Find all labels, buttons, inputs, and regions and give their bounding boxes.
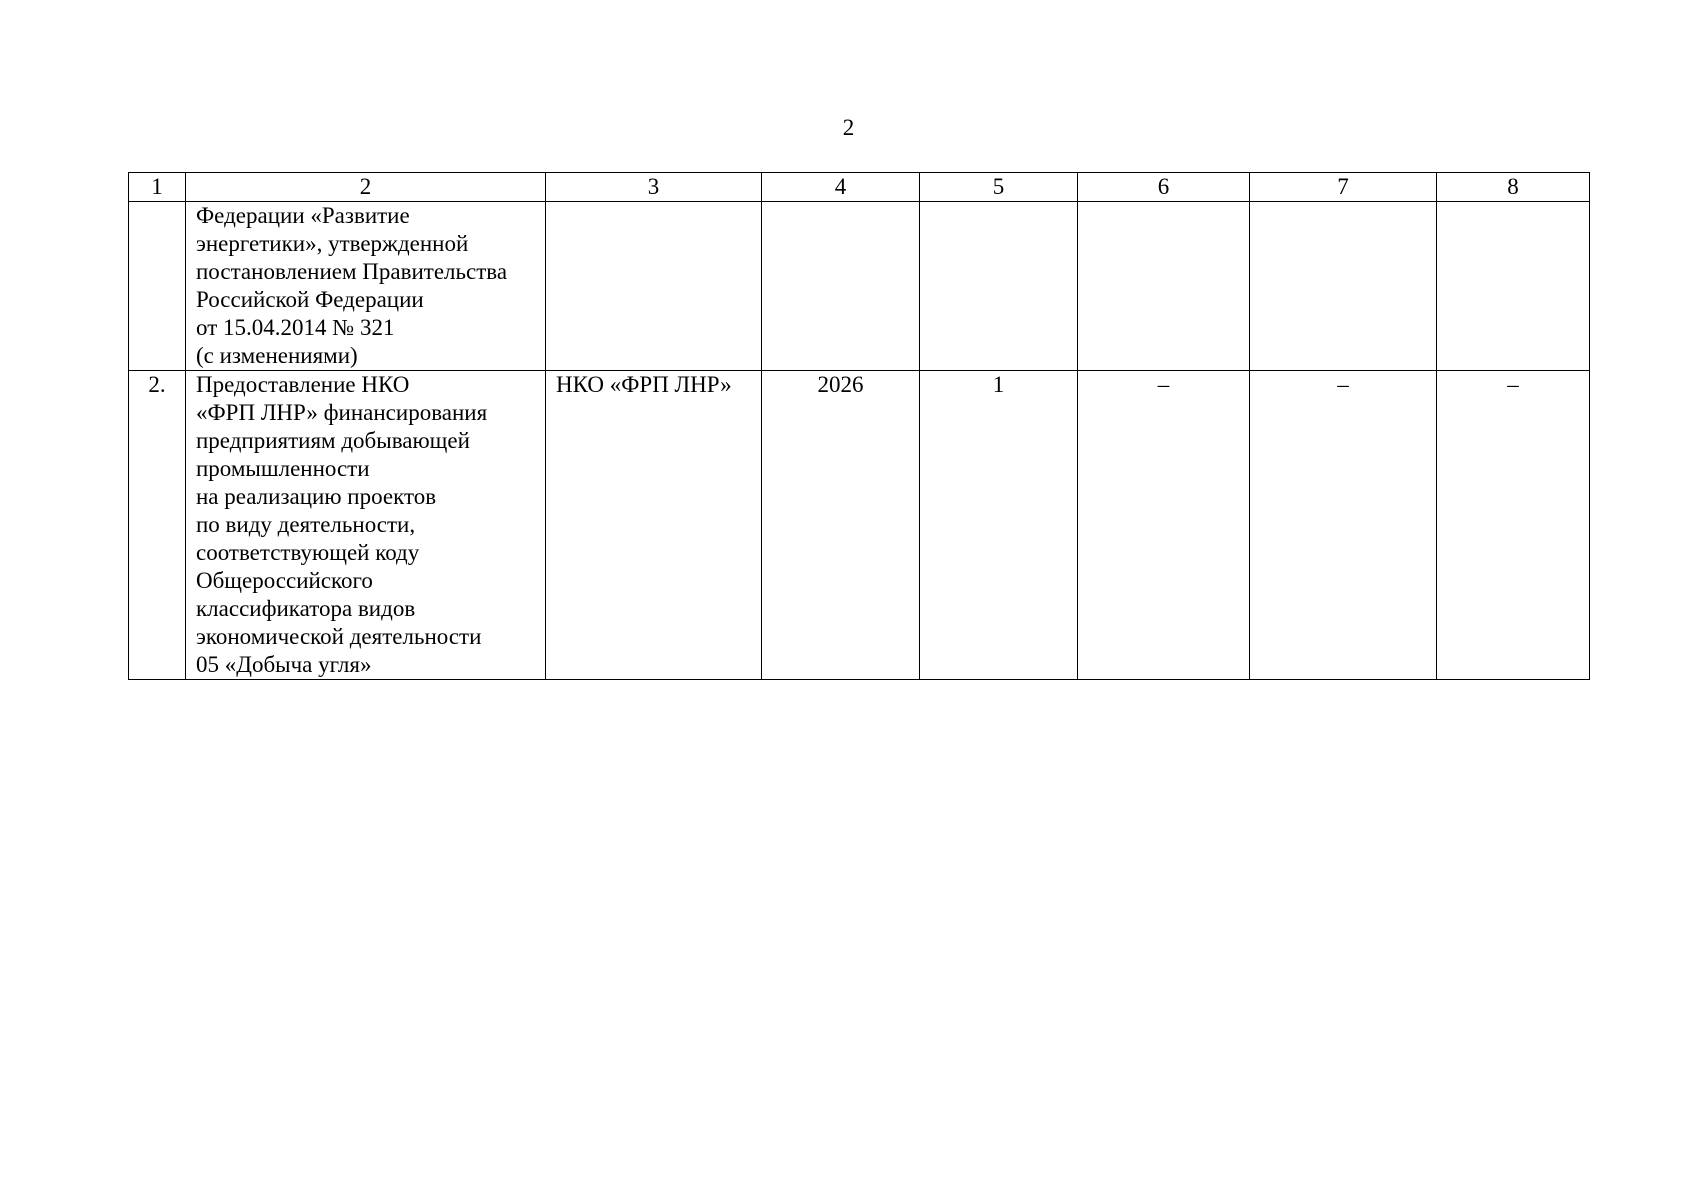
table-row bbox=[129, 371, 1590, 680]
page-number: 2 bbox=[842, 115, 855, 140]
header-cell-2: 2 bbox=[186, 173, 546, 202]
row2-description-line: «ФРП ЛНР» финансирования bbox=[196, 400, 488, 425]
row1-cell-4 bbox=[762, 202, 920, 371]
row2-year-cell: 2026 bbox=[762, 371, 920, 680]
row2-description-line: экономической деятельности bbox=[196, 624, 482, 649]
header-cell-7: 7 bbox=[1250, 173, 1437, 202]
row2-dash-cell-8: – bbox=[1437, 371, 1590, 680]
row1-cell-6 bbox=[1078, 202, 1250, 371]
data-table bbox=[128, 172, 1590, 680]
row2-description-line: классификатора видов bbox=[196, 596, 416, 621]
row1-cell-7 bbox=[1250, 202, 1437, 371]
row1-description-line: энергетики», утвержденной bbox=[196, 231, 469, 256]
row2-dash-cell-7: – bbox=[1250, 371, 1437, 680]
row1-description-line: от 15.04.2014 № 321 bbox=[196, 315, 395, 340]
row2-description-line: на реализацию проектов bbox=[196, 484, 437, 509]
row2-description-line: Общероссийского bbox=[196, 568, 373, 593]
header-cell-1: 1 bbox=[129, 173, 186, 202]
header-cell-8: 8 bbox=[1437, 173, 1590, 202]
row2-description-line: Предоставление НКО bbox=[196, 372, 410, 397]
header-cell-3: 3 bbox=[546, 173, 762, 202]
header-cell-4: 4 bbox=[762, 173, 920, 202]
row2-description-cell bbox=[186, 371, 546, 680]
row2-value-cell: 1 bbox=[920, 371, 1078, 680]
row1-description-cell bbox=[186, 202, 546, 371]
table-row bbox=[129, 202, 1590, 371]
row2-executor-cell: НКО «ФРП ЛНР» bbox=[546, 371, 762, 680]
row1-description-line: постановлением Правительства bbox=[196, 259, 508, 284]
row1-description-line: (с изменениями) bbox=[196, 343, 358, 368]
row1-number-cell bbox=[129, 202, 186, 371]
table-header-row bbox=[129, 173, 1590, 202]
row2-description-line: 05 «Добыча угля» bbox=[196, 652, 372, 677]
row1-cell-3 bbox=[546, 202, 762, 371]
row2-description-line: предприятиям добывающей bbox=[196, 428, 470, 453]
row2-description-line: промышленности bbox=[196, 456, 370, 481]
row1-cell-8 bbox=[1437, 202, 1590, 371]
row2-description-line: по виду деятельности, bbox=[196, 512, 416, 537]
header-cell-6: 6 bbox=[1078, 173, 1250, 202]
row1-cell-5 bbox=[920, 202, 1078, 371]
row2-number-cell: 2. bbox=[129, 371, 186, 680]
header-cell-5: 5 bbox=[920, 173, 1078, 202]
row1-description-line: Федерации «Развитие bbox=[196, 203, 410, 228]
row1-description-line: Российской Федерации bbox=[196, 287, 424, 312]
row2-dash-cell-6: – bbox=[1078, 371, 1250, 680]
row2-description-line: соответствующей коду bbox=[196, 540, 420, 565]
